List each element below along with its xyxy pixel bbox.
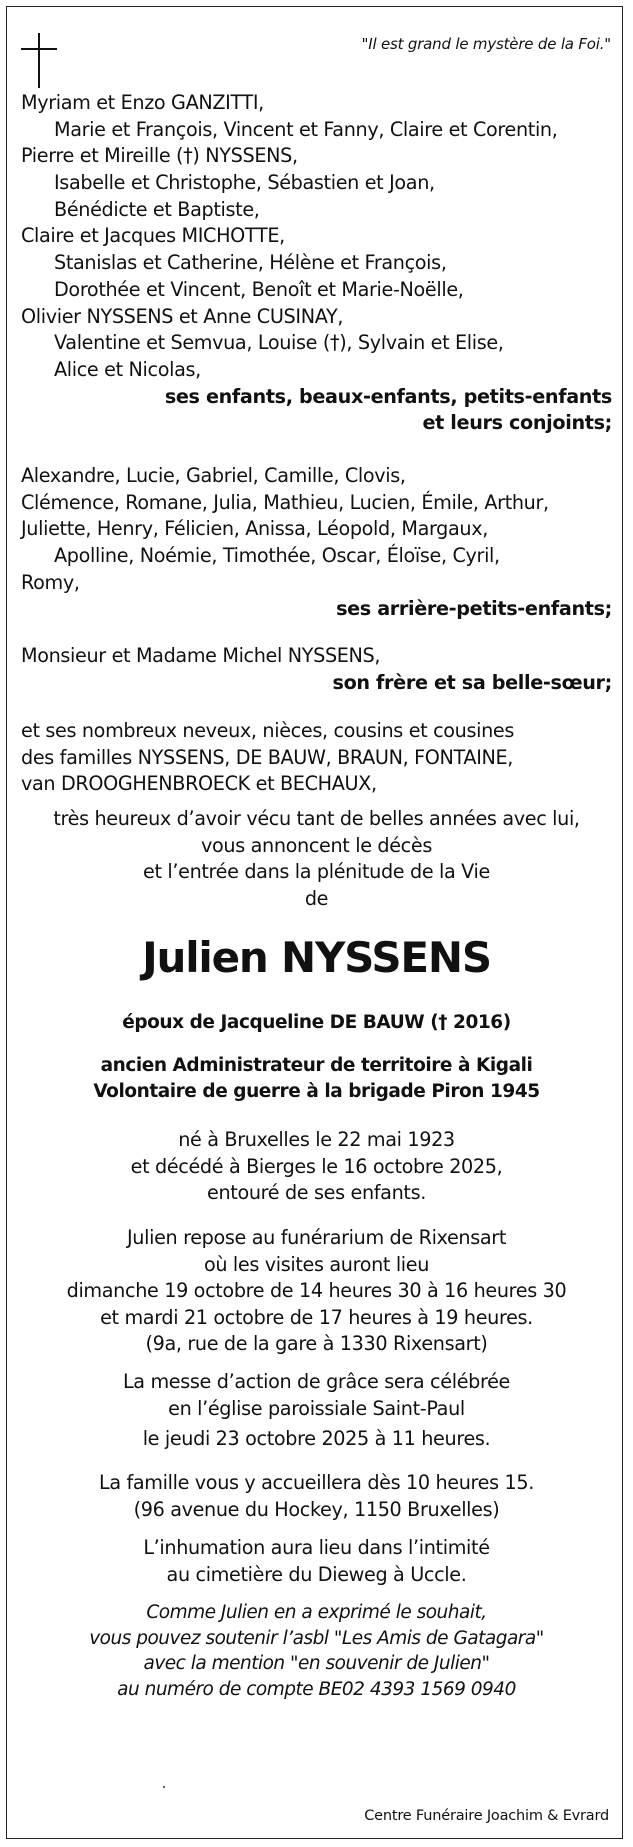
family-line: Isabelle et Christophe, Sébastien et Joan, bbox=[54, 171, 435, 195]
cross-icon bbox=[21, 33, 57, 88]
family-line: Marie et François, Vincent et Fanny, Claire et Corentin, bbox=[54, 117, 558, 141]
titles-section bbox=[0, 1053, 633, 1105]
donation-line: avec la mention "en souvenir de Julien" bbox=[143, 1653, 490, 1675]
family-section bbox=[21, 90, 613, 437]
deceased-name: Julien NYSSENS bbox=[142, 933, 491, 982]
donation-line: Comme Julien en a exprimé le souhait, bbox=[146, 1602, 487, 1623]
donation-section bbox=[0, 1600, 633, 1702]
sibling-role: son frère et sa belle-sœur; bbox=[332, 670, 612, 694]
visits-line: Julien repose au funérarium de Rixensart bbox=[127, 1226, 506, 1249]
visits-line: (9a, rue de la gare à 1330 Rixensart) bbox=[145, 1332, 488, 1355]
sibling-section bbox=[21, 643, 613, 696]
burial-line: L’inhumation aura lieu dans l’intimité bbox=[143, 1536, 490, 1559]
title-line: Volontaire de guerre à la brigade Piron 1945 bbox=[93, 1081, 540, 1102]
reception-line: (96 avenue du Hockey, 1150 Bruxelles) bbox=[133, 1497, 500, 1521]
funeral-home-credit: Centre Funéraire Joachim & Evrard bbox=[364, 1808, 609, 1824]
family-line: Stanislas et Catherine, Hélène et François, bbox=[54, 251, 447, 275]
visits-line: et mardi 21 octobre de 17 heures à 19 heures. bbox=[100, 1305, 533, 1329]
mass-section bbox=[0, 1369, 633, 1422]
relatives-line: et ses nombreux neveux, nièces, cousins et cousines bbox=[21, 719, 515, 742]
relatives-line: van DROOGHENBROECK et BECHAUX, bbox=[21, 772, 377, 796]
donation-line: au numéro de compte BE02 4393 1569 0940 bbox=[117, 1678, 516, 1700]
title-line: ancien Administrateur de territoire à Kigali bbox=[100, 1055, 533, 1076]
donation-line: vous pouvez soutenir l’asbl "Les Amis de Gatagara" bbox=[89, 1627, 544, 1649]
announcement-line: très heureux d’avoir vécu tant de belles années avec lui, bbox=[53, 807, 580, 830]
family-line: Olivier NYSSENS et Anne CUSINAY, bbox=[21, 304, 344, 328]
family-role: et leurs conjoints; bbox=[422, 411, 612, 435]
great-grandchildren-line: Juliette, Henry, Félicien, Anissa, Léopold, Margaux, bbox=[21, 517, 488, 541]
great-grandchildren-line: Romy, bbox=[21, 570, 80, 594]
mass-date: le jeudi 23 octobre 2025 à 11 heures. bbox=[142, 1427, 491, 1450]
announcement-section bbox=[0, 806, 633, 912]
spouse-line: époux de Jacqueline DE BAUW († 2016) bbox=[122, 1012, 511, 1033]
family-line: Pierre et Mireille (†) NYSSENS, bbox=[21, 144, 298, 168]
announcement-line: de bbox=[304, 886, 329, 910]
visits-line: où les visites auront lieu bbox=[203, 1252, 430, 1276]
faith-quote: "Il est grand le mystère de la Foi." bbox=[361, 35, 611, 53]
family-line: Valentine et Semvua, Louise (†), Sylvain et Elise, bbox=[54, 331, 504, 355]
great-grandchildren-section bbox=[21, 463, 613, 623]
great-grandchildren-role: ses arrière-petits-enfants; bbox=[336, 597, 612, 621]
mass-line: en l’église paroissiale Saint-Paul bbox=[168, 1396, 465, 1420]
dates-section bbox=[0, 1127, 633, 1207]
family-role: ses enfants, beaux-enfants, petits-enfants bbox=[164, 384, 612, 408]
relatives-section bbox=[21, 718, 613, 798]
reception-section bbox=[0, 1470, 633, 1523]
announcement-line: vous annoncent le décès bbox=[201, 833, 432, 857]
dates-line: entouré de ses enfants. bbox=[207, 1181, 426, 1204]
family-line: Myriam et Enzo GANZITTI, bbox=[21, 91, 264, 114]
dates-line: né à Bruxelles le 22 mai 1923 bbox=[178, 1128, 455, 1151]
dates-line: et décédé à Bierges le 16 octobre 2025, bbox=[130, 1154, 503, 1178]
reception-line: La famille vous y accueillera dès 10 heures 15. bbox=[99, 1471, 534, 1494]
sibling-line: Monsieur et Madame Michel NYSSENS, bbox=[21, 644, 381, 667]
visits-line: dimanche 19 octobre de 14 heures 30 à 16 heures 30 bbox=[66, 1279, 567, 1302]
relatives-line: des familles NYSSENS, DE BAUW, BRAUN, FONTAINE, bbox=[21, 745, 514, 769]
family-line: Claire et Jacques MICHOTTE, bbox=[21, 224, 285, 248]
family-line: Bénédicte et Baptiste, bbox=[54, 197, 260, 221]
great-grandchildren-line: Apolline, Noémie, Timothée, Oscar, Éloïse, Cyril, bbox=[54, 544, 500, 568]
family-line: Alice et Nicolas, bbox=[54, 357, 201, 381]
small-dot bbox=[163, 1786, 165, 1788]
burial-section bbox=[0, 1535, 633, 1588]
mass-line: La messe d’action de grâce sera célébrée bbox=[122, 1370, 511, 1393]
great-grandchildren-line: Clémence, Romane, Julia, Mathieu, Lucien, Émile, Arthur, bbox=[21, 490, 549, 514]
family-line: Dorothée et Vincent, Benoît et Marie-Noëlle, bbox=[54, 277, 464, 301]
burial-line: au cimetière du Dieweg à Uccle. bbox=[166, 1562, 467, 1586]
great-grandchildren-line: Alexandre, Lucie, Gabriel, Camille, Clovis, bbox=[21, 464, 406, 487]
announcement-line: et l’entrée dans la plénitude de la Vie bbox=[143, 860, 490, 883]
visits-section bbox=[0, 1225, 633, 1358]
